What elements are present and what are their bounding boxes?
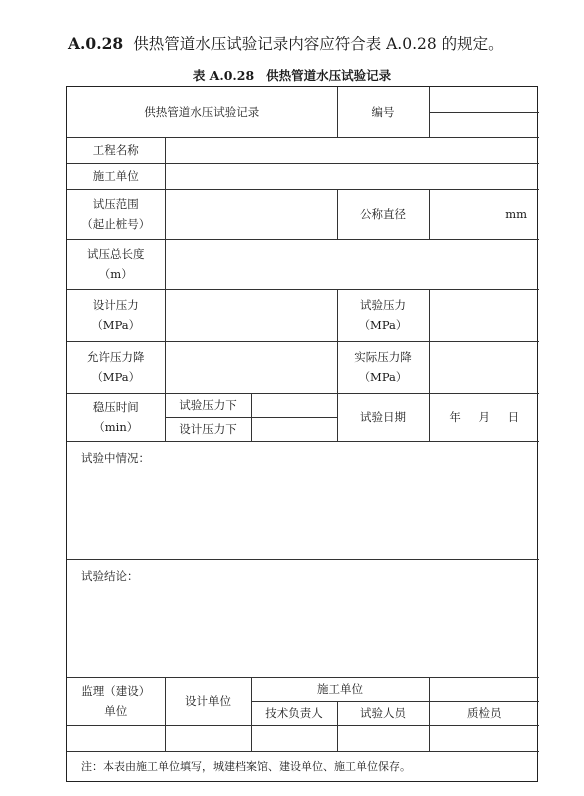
supervision-label-line2: 单位 <box>104 704 128 718</box>
test-range-label <box>67 189 165 239</box>
hold-time-label <box>67 393 165 441</box>
under-design-pressure-field[interactable] <box>251 417 337 441</box>
total-length-field[interactable] <box>165 239 539 289</box>
header-blank-cell <box>429 677 539 701</box>
table-caption <box>0 66 584 84</box>
serial-number-label: 编号 <box>337 87 429 137</box>
test-range-label-line1: 试压范围 <box>92 196 139 211</box>
total-length-label <box>67 239 165 289</box>
design-pressure-label <box>67 289 165 341</box>
allowable-drop-label <box>67 341 165 393</box>
construction-unit-label: 施工单位 <box>251 677 429 701</box>
actual-drop-label-line1: 实际压力降 <box>354 349 412 364</box>
allowable-drop-label-line2: （MPa） <box>91 370 141 384</box>
test-process-area[interactable] <box>67 441 539 559</box>
contractor-label: 施工单位 <box>67 163 165 189</box>
test-pressure-field[interactable] <box>429 289 539 341</box>
design-unit-label: 设计单位 <box>165 677 251 725</box>
test-range-label-line2: （起止桩号） <box>81 217 151 231</box>
clause-number: A.0.28 <box>68 34 124 53</box>
under-test-pressure-label: 试验压力下 <box>165 393 251 417</box>
test-date-label: 试验日期 <box>337 393 429 441</box>
supervision-label-line1: 监理（建设） <box>81 683 151 698</box>
clause-line <box>68 32 568 54</box>
supervision-unit-label <box>67 677 165 725</box>
technical-lead-signature-field[interactable] <box>251 725 337 751</box>
record-form-table <box>67 87 539 781</box>
tester-signature-field[interactable] <box>337 725 429 751</box>
allowable-drop-label-line1: 允许压力降 <box>87 349 145 364</box>
technical-lead-label: 技术负责人 <box>251 701 337 725</box>
serial-number-field-2[interactable] <box>429 112 539 137</box>
quality-inspector-label: 质检员 <box>429 701 539 725</box>
serial-number-field-1[interactable] <box>429 87 539 112</box>
design-pressure-label-line2: （MPa） <box>91 318 141 332</box>
table-number: 表 A.0.28 <box>192 68 255 83</box>
supervision-signature-field[interactable] <box>67 725 165 751</box>
test-process-label: 试验中情况： <box>81 450 150 465</box>
quality-inspector-signature-field[interactable] <box>429 725 539 751</box>
actual-drop-field[interactable] <box>429 341 539 393</box>
test-pressure-label-line1: 试验压力 <box>360 297 406 312</box>
hold-time-label-line1: 稳压时间 <box>92 399 139 414</box>
allowable-drop-field[interactable] <box>165 341 337 393</box>
clause-text: 供热管道水压试验记录内容应符合表 A.0.28 的规定。 <box>133 35 504 53</box>
total-length-label-line1: 试压总长度 <box>87 246 145 261</box>
test-range-field[interactable] <box>165 189 337 239</box>
form-header-title: 供热管道水压试验记录 <box>67 87 337 137</box>
actual-drop-label <box>337 341 429 393</box>
design-unit-signature-field[interactable] <box>165 725 251 751</box>
under-design-pressure-label: 设计压力下 <box>165 417 251 441</box>
table-title: 供热管道水压试验记录 <box>266 68 392 83</box>
test-date-format: 年 月 日 <box>449 409 520 424</box>
test-conclusion-area[interactable] <box>67 559 539 677</box>
test-pressure-label-line2: （MPa） <box>358 318 408 332</box>
nominal-diameter-field[interactable] <box>429 189 539 239</box>
project-name-field[interactable] <box>165 137 539 163</box>
design-pressure-label-line1: 设计压力 <box>92 297 139 312</box>
hold-time-label-line2: （min） <box>93 420 139 434</box>
form-note: 注：本表由施工单位填写，城建档案馆、建设单位、施工单位保存。 <box>67 751 539 781</box>
contractor-field[interactable] <box>165 163 539 189</box>
nominal-diameter-unit: mm <box>505 206 527 221</box>
nominal-diameter-label: 公称直径 <box>337 189 429 239</box>
total-length-label-line2: （m） <box>98 267 133 281</box>
actual-drop-label-line2: （MPa） <box>358 370 408 384</box>
under-test-pressure-field[interactable] <box>251 393 337 417</box>
record-form <box>66 86 538 782</box>
design-pressure-field[interactable] <box>165 289 337 341</box>
project-name-label: 工程名称 <box>67 137 165 163</box>
tester-label: 试验人员 <box>337 701 429 725</box>
test-date-field[interactable] <box>429 393 539 441</box>
test-conclusion-label: 试验结论： <box>81 568 139 583</box>
test-pressure-label <box>337 289 429 341</box>
